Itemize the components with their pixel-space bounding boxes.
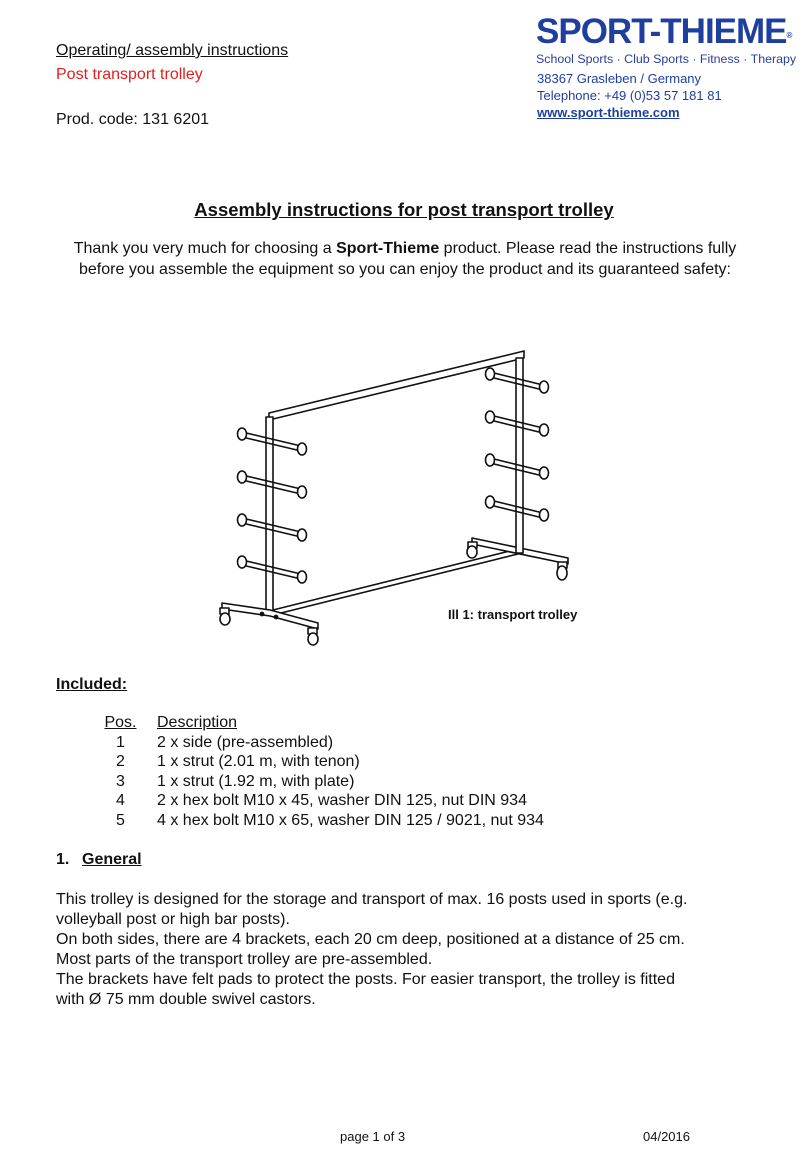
- table-row: [84, 752, 544, 772]
- section-number: 1.: [56, 851, 70, 868]
- document-date: 04/2016: [643, 1129, 690, 1144]
- intro-paragraph: Thank you very much for choosing a Sport-Thieme product. Please read the instructions fully before you assemble the equipment so you can enjoy the product and its guaranteed safety:: [73, 240, 737, 278]
- table-row: [84, 772, 544, 792]
- row-pos: 2: [116, 753, 125, 770]
- row-pos: 3: [116, 772, 125, 790]
- included-heading: Included:: [56, 676, 128, 693]
- parts-list: [84, 713, 544, 830]
- section-general-heading: [56, 851, 142, 869]
- page-number: page 1 of 3: [340, 1129, 406, 1144]
- figure-caption: Ill 1: transport trolley: [448, 607, 578, 622]
- logo-wordmark: SPORT-THIEME®: [536, 12, 792, 51]
- table-row: [84, 733, 544, 753]
- row-description: 1 x strut (1.92 m, with plate): [157, 772, 355, 790]
- paragraph: On both sides, there are 4 brackets, each 20 cm deep, positioned at a distance of 25 cm.: [56, 931, 685, 948]
- row-description: 1 x strut (2.01 m, with tenon): [157, 753, 360, 770]
- row-pos: 5: [116, 811, 125, 829]
- product-name: Post transport trolley: [56, 66, 203, 83]
- parts-list-header: [84, 713, 544, 733]
- row-description: 2 x side (pre-assembled): [157, 733, 334, 751]
- product-code: Prod. code: 131 6201: [56, 111, 210, 128]
- table-row: [84, 791, 544, 811]
- telephone-line: Telephone: +49 (0)53 57 181 81: [537, 88, 722, 103]
- website-link[interactable]: www.sport-thieme.com: [537, 105, 680, 120]
- paragraph: This trolley is designed for the storage and transport of max. 16 posts used in sports (e.g. volleyball post or high bar posts).: [56, 891, 688, 928]
- column-header-pos: Pos.: [104, 714, 137, 731]
- row-pos: 1: [116, 733, 125, 751]
- document-type: Operating/ assembly instructions: [56, 42, 289, 59]
- section-label: General: [82, 851, 142, 868]
- table-row: [84, 811, 544, 831]
- paragraph: Most parts of the transport trolley are pre-assembled.: [56, 951, 433, 968]
- logo-tagline: School Sports · Club Sports · Fitness · Therapy: [536, 52, 797, 66]
- row-description: 2 x hex bolt M10 x 45, washer DIN 125, nut DIN 934: [157, 792, 527, 809]
- row-pos: 4: [116, 792, 125, 809]
- column-header-description: Description: [157, 714, 238, 731]
- trolley-illustration: [200, 340, 580, 650]
- brand-logo: [536, 12, 797, 66]
- paragraph: The brackets have felt pads to protect the posts. For easier transport, the trolley is fitted with Ø 75 mm double swivel castors.: [56, 971, 675, 1008]
- row-description: 4 x hex bolt M10 x 65, washer DIN 125 / 9021, nut 934: [157, 811, 544, 829]
- page-title: Assembly instructions for post transport trolley: [194, 199, 614, 220]
- brand-name-bold: Sport-Thieme: [336, 240, 440, 257]
- address-line: 38367 Grasleben / Germany: [537, 71, 702, 86]
- section-general-body: [56, 890, 696, 1010]
- company-address: [537, 70, 722, 104]
